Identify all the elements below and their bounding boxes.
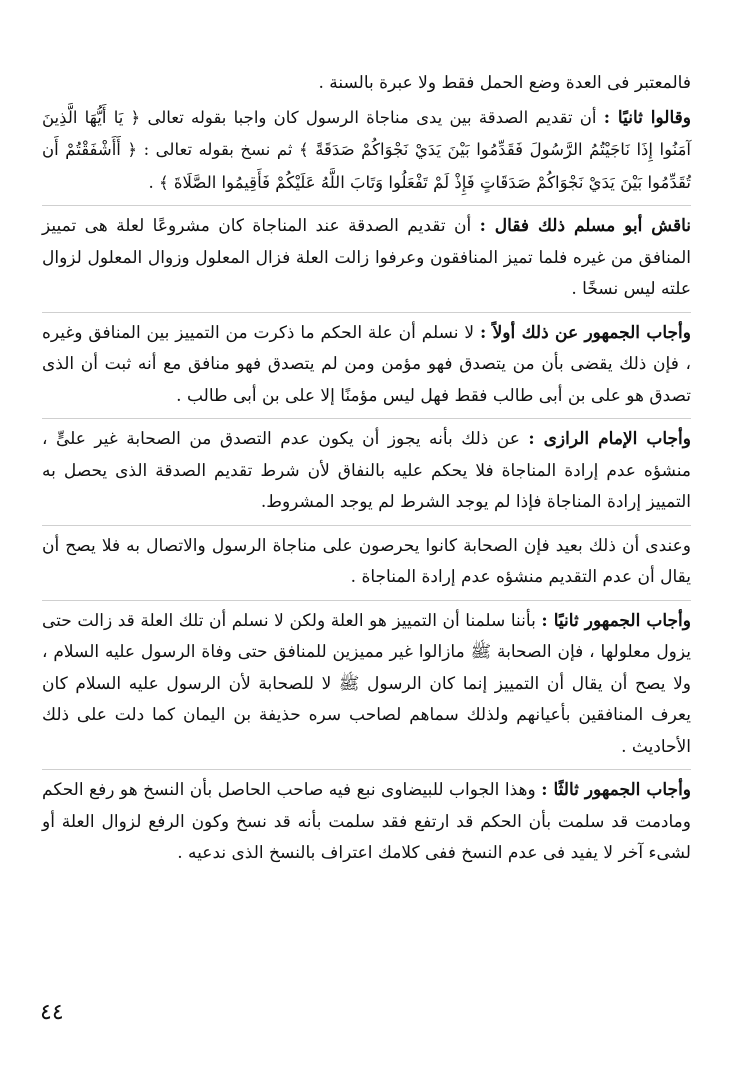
paragraph-5-text: عن ذلك بأنه يجوز أن يكون عدم التصدق من الصحابة غير علىٍّ ، منشؤه عدم إرادة المناجاة فلا يحكم عليه بالنفاق لأن شرط تقديم الصدقة الذى يحصل به التمييز إرادة المناجاة فإذا لم يوجد الشرط لم يوجد المشروط. <box>42 429 691 512</box>
paragraph-7-text: بأننا سلمنا أن التمييز هو العلة ولكن لا نسلم أن تلك العلة قد زالت حتى يزول معلولها ، فإن الصحابة ﷺ مازالوا غير مميزين للمنافق حتى وفاة الرسول عليه السلام ، ولا يصح أن يقال أن التمييز إنما كان الرسول ﷺ لا للصحابة لأن الرسول عليه السلام كان يعرف المنافقين بأعيانهم ولذلك سماهم لصاحب سره حذيفة بن اليمان كما دلت على ذلك الأحاديث . <box>42 610 691 757</box>
paragraph-2-heading: وقالوا ثانيًا : <box>603 107 691 128</box>
paragraph-8 <box>42 769 691 870</box>
paragraph-1 <box>42 68 691 100</box>
paragraph-8-heading: وأجاب الجمهور ثالثًا : <box>541 780 691 800</box>
paragraph-4-text: لا نسلم أن علة الحكم ما ذكرت من التمييز بين المنافق وغيره ، فإن ذلك يقضى بأن من يتصدق فهو مؤمن ومن لم يتصدق فهو منافق مع أنه ثبت أن الذى تصدق هو على بن أبى طالب فقط فهل ليس مؤمنًا إلا على بن أبى طالب . <box>42 322 691 406</box>
paragraph-1-text: فالمعتبر فى العدة وضع الحمل فقط ولا عبرة بالسنة . <box>318 73 691 93</box>
page-number: ٤٤ <box>40 1000 64 1025</box>
paragraph-7 <box>42 600 691 764</box>
paragraph-2-text: أن تقديم الصدقة بين يدى مناجاة الرسول كان واجبا بقوله تعالى ﴿ يَا أَيُّهَا الَّذِينَ آمَنُوا إِذَا نَاجَيْتُمُ الرَّسُولَ فَقَدِّمُوا بَيْنَ يَدَيْ نَجْوَاكُمْ صَدَقَةً ﴾ ثم نسخ بقوله تعالى : ﴿ أَأَشْفَقْتُمْ أَن تُقَدِّمُوا بَيْنَ يَدَيْ نَجْوَاكُمْ صَدَقَاتٍ فَإِذْ لَمْ تَفْعَلُوا وَتَابَ اللَّهُ عَلَيْكُمْ فَأَقِيمُوا الصَّلَاةَ ﴾ . <box>42 107 691 192</box>
paragraph-4-heading: وأجاب الجمهور عن ذلك أولاً : <box>479 322 691 343</box>
paragraph-8-text: وهذا الجواب للبيضاوى نبع فيه صاحب الحاصل بأن النسخ هو رفع الحكم ومادمت قد سلمت بأن الحكم قد ارتفع فقد سلمت بأنه قد نسخ وكون الرفع لزوال العلة أو لشىء آخر لا يفيد فى عدم النسخ ففى كلامك اعتراف بالنسخ الذى ندعيه . <box>42 780 691 863</box>
paragraph-6 <box>42 525 691 594</box>
paragraph-5-heading: وأجاب الإمام الرازى : <box>528 429 691 449</box>
paragraph-3-heading: ناقش أبو مسلم ذلك فقال : <box>479 216 691 236</box>
paragraph-6-text: وعندى أن ذلك بعيد فإن الصحابة كانوا يحرصون على مناجاة الرسول والاتصال به فلا يصح أن يقال أن عدم التقديم منشؤه عدم إرادة المناجاة . <box>42 535 691 587</box>
paragraph-7-heading: وأجاب الجمهور ثانيًا : <box>541 610 691 631</box>
paragraph-2 <box>42 102 691 200</box>
paragraph-3 <box>42 205 691 306</box>
paragraph-3-text: أن تقديم الصدقة عند المناجاة كان مشروعًا لعلة هى تمييز المنافق من غيره فلما تميز المنافقون وعرفوا زالت العلة فزال المعلول وزوال المعلول لزوال علته ليس نسخًا . <box>42 216 691 299</box>
paragraph-5 <box>42 418 691 519</box>
paragraph-4 <box>42 312 691 413</box>
